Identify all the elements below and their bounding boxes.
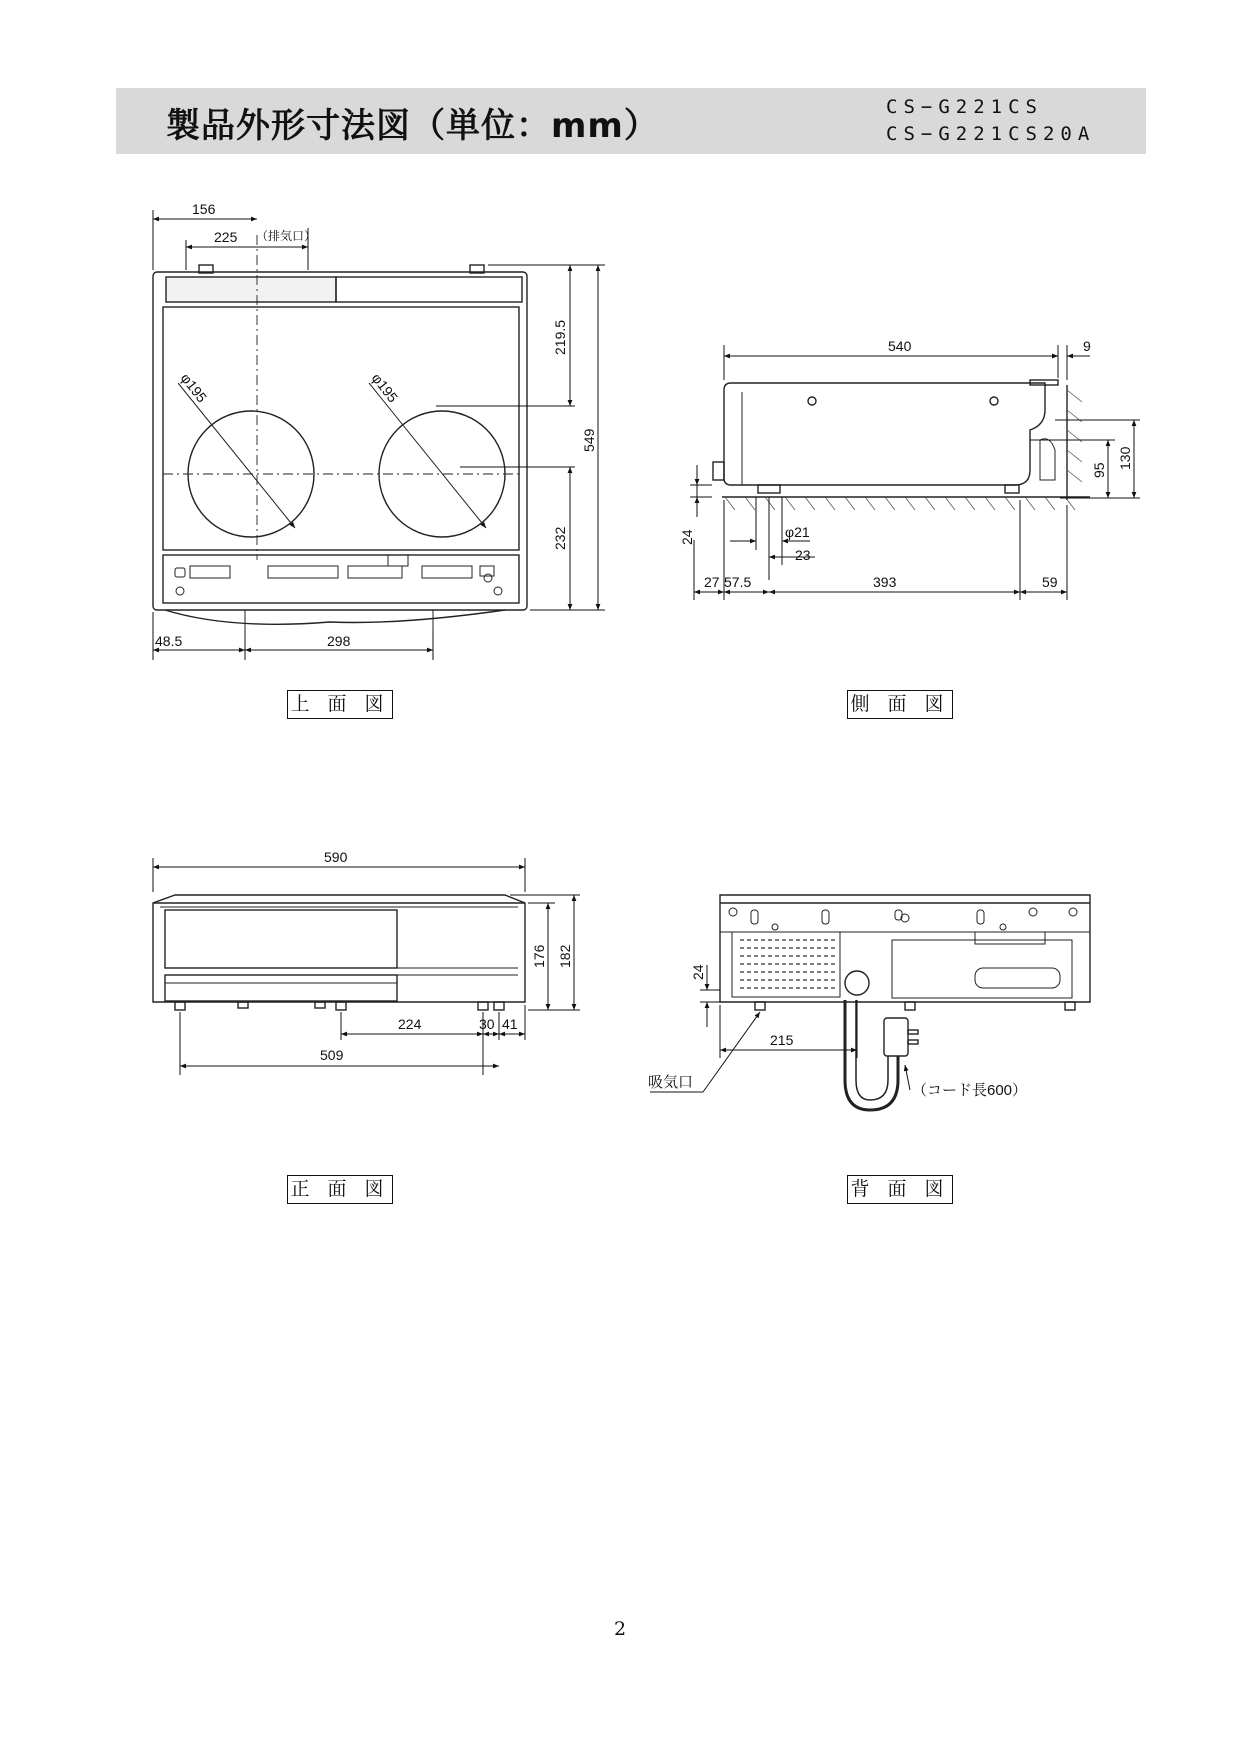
model-number: CS−G221CS20A: [886, 123, 1096, 145]
dim-phi195-left: φ195: [177, 369, 211, 406]
front-view-drawing: [153, 895, 525, 1010]
dim-393: 393: [873, 574, 897, 590]
dim-48-5: 48.5: [155, 633, 183, 649]
dim-phi195-right: φ195: [368, 369, 402, 406]
dim-298: 298: [327, 633, 351, 649]
dim-23: 23: [795, 547, 811, 563]
top-view-caption: 上 面 図: [287, 690, 393, 719]
dim-130: 130: [1117, 446, 1133, 470]
side-view-labels: [679, 338, 1133, 590]
front-view-labels: [320, 849, 573, 1063]
exhaust-label: （排気口）: [256, 229, 317, 243]
side-view-hatching: [725, 390, 1082, 510]
dim-509: 509: [320, 1047, 344, 1063]
page-number: 2: [613, 1618, 627, 1640]
dim-59: 59: [1042, 574, 1058, 590]
dim-225: 225: [214, 229, 238, 245]
model-number: CS−G221CS: [886, 96, 1043, 118]
page-title: 製品外形寸法図（単位：mm）: [166, 106, 659, 146]
dim-176: 176: [531, 944, 547, 968]
top-view-labels: [155, 201, 597, 649]
dim-224: 224: [398, 1016, 422, 1032]
front-view-dimensions: [153, 858, 580, 1075]
side-view-caption: 側 面 図: [847, 690, 953, 719]
back-view-caption: 背 面 図: [847, 1175, 953, 1204]
dim-30: 30: [479, 1016, 495, 1032]
dim-540: 540: [888, 338, 912, 354]
dim-9: 9: [1083, 338, 1091, 354]
intake-label: 吸気口: [648, 1074, 694, 1091]
dim-24: 24: [679, 529, 695, 545]
dim-549: 549: [581, 428, 597, 452]
back-view-drawing: [720, 895, 1090, 1110]
dim-215: 215: [770, 1032, 794, 1048]
dim-41: 41: [502, 1016, 518, 1032]
cord-length-label: （コード長600）: [912, 1082, 1028, 1099]
dim-590: 590: [324, 849, 348, 865]
back-view-labels: [648, 964, 1027, 1099]
top-view-drawing: [153, 235, 527, 630]
dim-95: 95: [1091, 462, 1107, 478]
back-view-dimensions: [650, 965, 910, 1092]
dim-219-5: 219.5: [552, 319, 568, 355]
dim-156: 156: [192, 201, 216, 217]
dim-phi21: φ21: [785, 524, 810, 540]
dim-232: 232: [552, 526, 568, 550]
dim-57-5: 57.5: [724, 574, 752, 590]
dim-27: 27: [704, 574, 720, 590]
dim-182: 182: [557, 944, 573, 968]
front-view-caption: 正 面 図: [287, 1175, 393, 1204]
dim-24-back: 24: [690, 964, 706, 980]
